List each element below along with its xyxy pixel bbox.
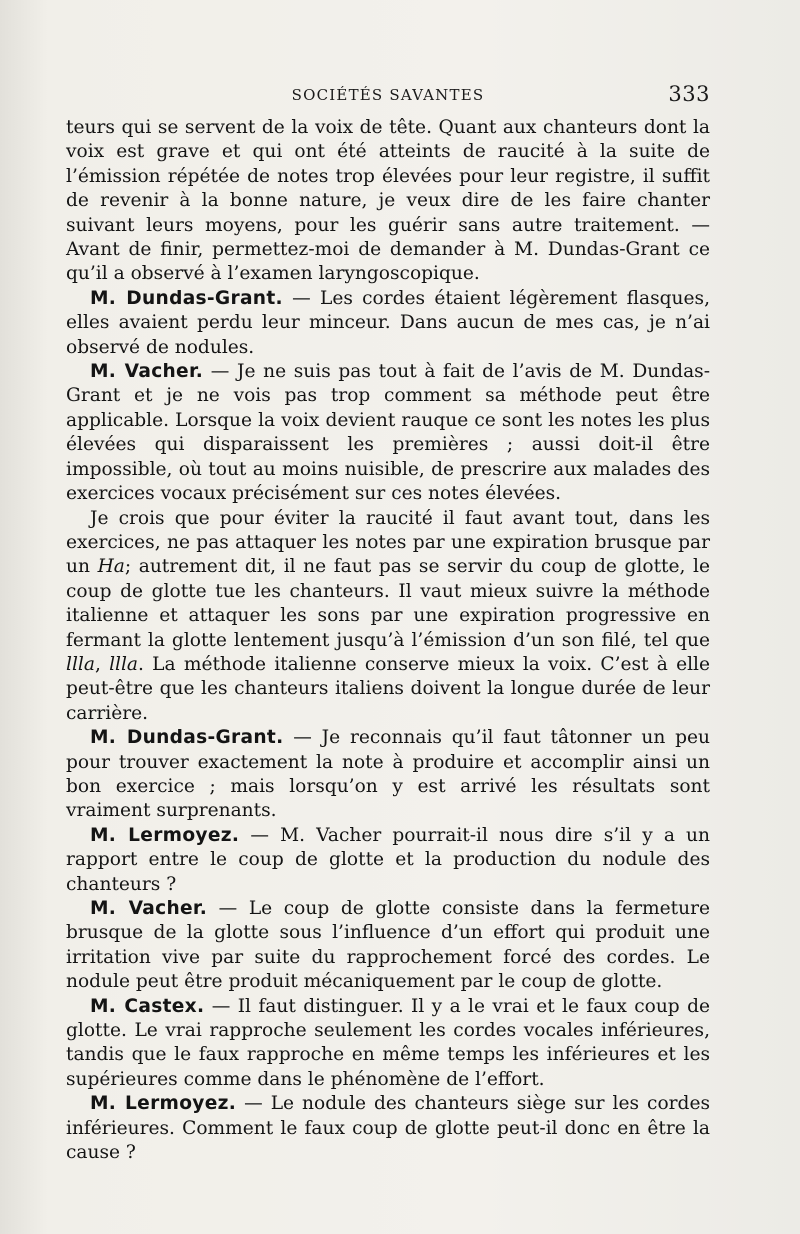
paragraph-dundas-grant-2 bbox=[66, 726, 710, 824]
paragraph-text: — Le nodule des chanteurs siège sur les cordes inférieures. Comment le faux coup de glotte peut-il donc en être la cause ? bbox=[66, 1093, 710, 1164]
paragraph-text: — Il faut distinguer. Il y a le vrai et le faux coup de glotte. Le vrai rapproche seulement les cordes vocales inférieures, tandis que le faux rapproche en même temps les inférieures et les supérieures comme dans le phénomène de l’effort. bbox=[66, 995, 710, 1090]
speaker-name: M. Vacher. bbox=[90, 361, 204, 383]
paragraph-text: — Je reconnais qu’il faut tâtonner un peu pour trouver exactement la note à produire et accomplir ainsi un bon exercice ; mais lorsqu’on y est arrivé les résultats sont vraiment surprenants. bbox=[66, 727, 711, 822]
paragraph-lermoyez-1 bbox=[66, 824, 710, 897]
paragraph-text: , bbox=[94, 653, 110, 675]
speaker-name: M. Lermoyez. bbox=[90, 1093, 237, 1115]
paragraph-text: teurs qui se servent de la voix de tête. Quant aux chanteurs dont la voix est grave et qui ont été atteints de raucité à la suite de l’émission répétée de notes trop élevées pour leur registre, il suffit de revenir à la bonne nature, je veux dire de les faire chanter suivant leurs moyens, pour les guérir sans autre traitement. — Avant de finir, permettez-moi de demander à M. Dundas-Grant ce qu’il a observé à l’examen laryngoscopique. bbox=[66, 117, 710, 285]
running-head: SOCIÉTÉS SAVANTES bbox=[291, 86, 485, 104]
paragraph-vacher-2 bbox=[66, 897, 710, 995]
speaker-name: M. Dundas-Grant. bbox=[90, 287, 283, 309]
paragraph-castex bbox=[66, 995, 710, 1093]
paragraph-text: . La méthode italienne conserve mieux la voix. C’est à elle peut-être que les chanteurs italiens doivent la longue durée de leur carrière. bbox=[66, 653, 710, 724]
italic-text: llla bbox=[109, 653, 139, 675]
italic-text: Ha bbox=[97, 556, 125, 578]
paragraph-dundas-grant-1 bbox=[66, 287, 710, 360]
page-number: 333 bbox=[668, 82, 710, 106]
paragraph-text: — M. Vacher pourrait-il nous dire s’il y a un rapport entre le coup de glotte et la production du nodule des chanteurs ? bbox=[66, 824, 710, 895]
paragraph-text: — Les cordes étaient légèrement flasques, elles avaient perdu leur minceur. Dans aucun de mes cas, je n’ai observé de nodules. bbox=[66, 287, 710, 358]
paragraph-text: Je crois que pour éviter la raucité il faut avant tout, dans les exercices, ne pas attaquer les notes par une expiration brusque par un bbox=[66, 507, 710, 578]
italic-text: llla bbox=[66, 653, 95, 675]
speaker-name: M. Lermoyez. bbox=[90, 824, 240, 846]
paragraph-text: ; autrement dit, il ne faut pas se servir du coup de glotte, le coup de glotte tue les chanteurs. Il vaut mieux suivre la méthode italienne et attaquer les sons par une expiration progressive en fermant la glotte lentement jusqu’à l’émission d’un son filé, tel que bbox=[66, 556, 710, 651]
paragraph-continuation bbox=[66, 116, 710, 287]
speaker-name: M. Castex. bbox=[90, 995, 205, 1017]
paragraph-text: — Je ne suis pas tout à fait de l’avis de M. Dundas-Grant et je ne vois pas trop comment sa méthode peut être applicable. Lorsque la voix devient rauque ce sont les notes les plus élevées qui disparaissent les premières ; aussi doit-il être impossible, où tout au moins nuisible, de prescrire aux malades des exercices vocaux précisément sur ces notes élevées. bbox=[66, 361, 710, 505]
page-header bbox=[66, 84, 710, 112]
paragraph-lermoyez-2 bbox=[66, 1092, 710, 1165]
paragraph-vacher-1 bbox=[66, 360, 710, 506]
speaker-name: M. Vacher. bbox=[90, 898, 208, 919]
paragraph-vacher-continued bbox=[66, 507, 710, 727]
paragraph-text: — Le coup de glotte consiste dans la fermeture brusque de la glotte sous l’influence d’un effort qui produit une irritation vive par suite du rapprochement forcé des cordes. Le nodule peut être produit mécaniquement par le coup de glotte. bbox=[66, 898, 710, 993]
body-text bbox=[66, 116, 710, 1165]
speaker-name: M. Dundas-Grant. bbox=[90, 727, 284, 749]
